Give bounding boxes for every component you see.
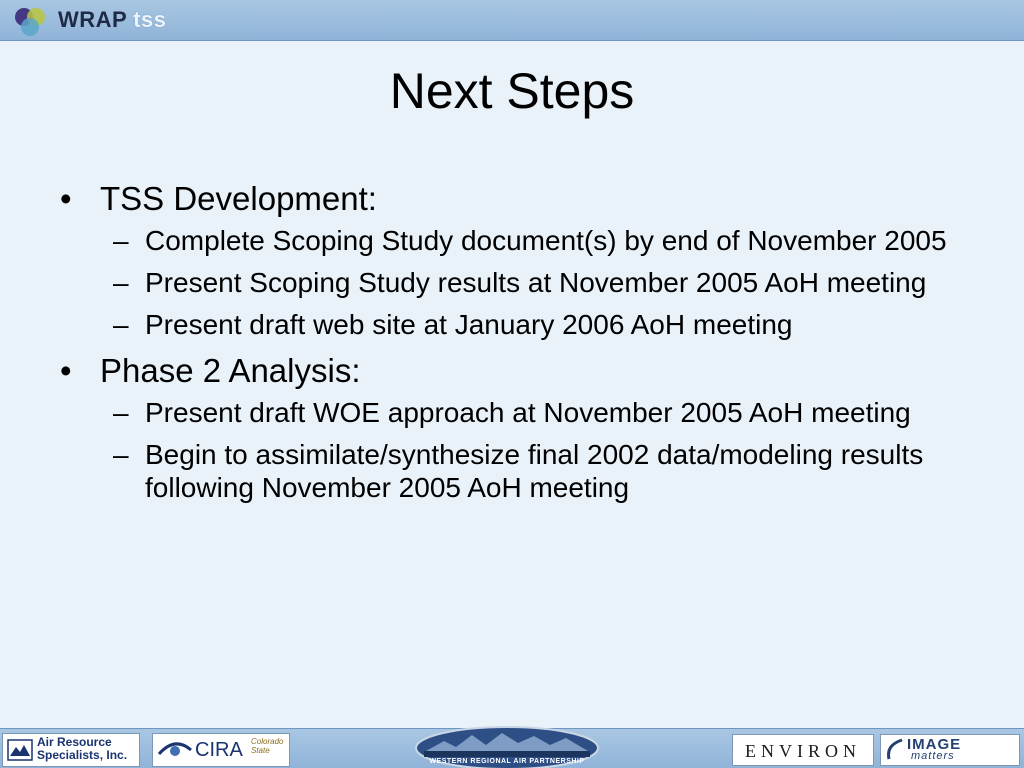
sub-bullet-text: Complete Scoping Study document(s) by end of November 2005 — [145, 225, 947, 256]
sub-bullet — [113, 224, 990, 257]
sub-bullet-text: Present Scoping Study results at November 2005 AoH meeting — [145, 267, 927, 298]
sub-bullet-text: Begin to assimilate/synthesize final 2002 data/modeling results following November 2005 AoH meeting — [145, 439, 924, 503]
image-matters-logo — [880, 734, 1020, 766]
dash-marker: – — [113, 309, 129, 340]
sub-bullet — [113, 308, 990, 341]
ars-emblem-icon — [7, 739, 33, 761]
colorado-state-logo — [251, 737, 287, 761]
sub-bullet — [113, 396, 990, 429]
bullet-phase-2-analysis — [60, 350, 1000, 392]
logo-tss-text: tss — [133, 7, 167, 32]
header-bar — [0, 0, 1024, 41]
logo-wrap-text: WRAP — [58, 7, 128, 32]
sub-bullet-text: Present draft web site at January 2006 AoH meeting — [145, 309, 793, 340]
footer-bar — [0, 728, 1024, 768]
wrap-logo-icon — [12, 5, 48, 37]
dash-marker: – — [113, 225, 129, 256]
csu-line-2: State — [251, 746, 270, 755]
cira-text: CIRA — [195, 739, 243, 761]
bullet-text: Phase 2 Analysis: — [100, 352, 361, 389]
dash-marker: – — [113, 267, 129, 298]
bullet-text: TSS Development: — [100, 180, 377, 217]
ars-line-2: Specialists, Inc. — [37, 748, 128, 762]
cira-logo — [152, 733, 290, 767]
sub-bullet-text: Present draft WOE approach at November 2005 AoH meeting — [145, 397, 911, 428]
sub-bullet — [113, 438, 990, 504]
slide-content — [60, 178, 1000, 513]
sub-bullet — [113, 266, 990, 299]
image-matters-swoosh-icon — [884, 737, 906, 763]
ars-logo-text — [37, 736, 127, 762]
wrap-tss-logo — [58, 7, 167, 33]
dash-marker: – — [113, 397, 129, 428]
image-text: IMAGE — [907, 736, 962, 753]
csu-line-1: Colorado — [251, 737, 284, 746]
air-resource-specialists-logo — [2, 733, 140, 767]
environ-logo — [732, 734, 874, 766]
matters-text: matters — [911, 750, 955, 762]
ars-line-1: Air Resource — [37, 735, 112, 749]
environ-text: ENVIRON — [745, 741, 861, 761]
cira-swoosh-icon — [157, 740, 193, 760]
bullet-tss-development — [60, 178, 1000, 220]
slide-title: Next Steps — [389, 63, 635, 119]
wrap-banner-text: WESTERN REGIONAL AIR PARTNERSHIP — [429, 758, 585, 765]
dash-marker: – — [113, 439, 129, 470]
